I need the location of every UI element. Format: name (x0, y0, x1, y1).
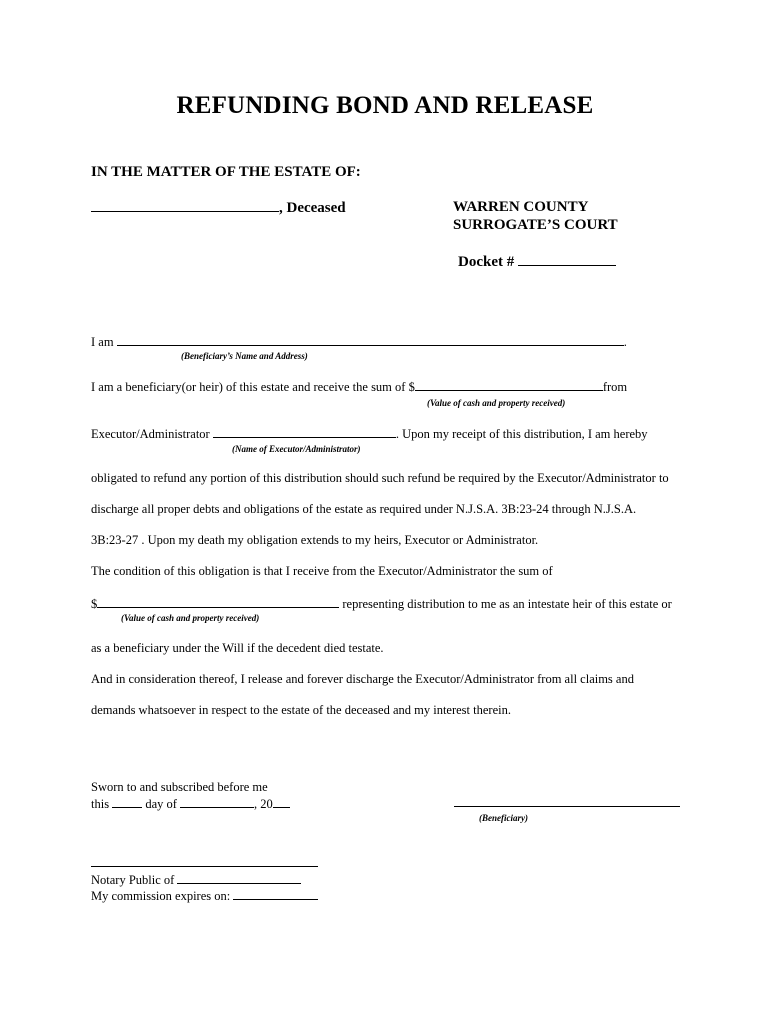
sum-row (91, 378, 627, 395)
value-caption-2: (Value of cash and property received) (121, 613, 260, 623)
notary-row (91, 871, 301, 888)
beneficiary-name-field[interactable] (117, 333, 624, 346)
deceased-row (91, 199, 346, 217)
executor-name-field[interactable] (213, 425, 396, 438)
year-label: , 20 (254, 797, 273, 811)
docket-field[interactable] (518, 253, 616, 266)
beneficiary-signature-caption: (Beneficiary) (479, 813, 528, 823)
document-title: REFUNDING BOND AND RELEASE (176, 92, 594, 119)
court-label: SURROGATE’S COURT (453, 217, 618, 233)
date-row (91, 795, 290, 812)
this-label: this (91, 797, 110, 811)
distribution-amount-field[interactable] (97, 595, 339, 608)
beneficiary-signature-line[interactable] (454, 806, 680, 807)
paragraph-2: discharge all proper debts and obligations of the estate as required under N.J.S.A. 3B:23-24 through N.J.S.A. (91, 502, 637, 516)
executor-suffix: . Upon my receipt of this distribution, I am hereby (395, 427, 648, 441)
value-caption-1: (Value of cash and property received) (427, 398, 566, 408)
commission-row (91, 887, 318, 904)
sum-from-label: from (602, 380, 628, 394)
notary-label: Notary Public of (91, 873, 175, 887)
executor-row (91, 425, 648, 442)
notary-signature-line[interactable] (91, 866, 318, 867)
distribution-row (91, 595, 672, 612)
sum-field[interactable] (415, 378, 603, 391)
sworn-line: Sworn to and subscribed before me (91, 780, 268, 794)
year-field[interactable] (273, 795, 290, 808)
month-field[interactable] (180, 795, 254, 808)
executor-label: Executor/Administrator (91, 427, 210, 441)
commission-label: My commission expires on: (91, 889, 231, 903)
docket-label: Docket # (458, 254, 515, 270)
day-field[interactable] (112, 795, 142, 808)
deceased-label: , Deceased (279, 200, 346, 216)
paragraph-7: demands whatsoever in respect to the estate of the deceased and my interest therein. (91, 703, 511, 717)
docket-row (458, 253, 616, 271)
paragraph-3: 3B:23-27 . Upon my death my obligation extends to my heirs, Executor or Administrator. (91, 533, 539, 547)
notary-state-field[interactable] (177, 871, 301, 884)
deceased-name-field[interactable] (91, 199, 279, 212)
sum-label: I am a beneficiary(or heir) of this estate and receive the sum of $ (91, 380, 415, 394)
beneficiary-name-caption: (Beneficiary’s Name and Address) (181, 351, 308, 361)
paragraph-6: And in consideration thereof, I release and forever discharge the Executor/Administrator from all claims and (91, 672, 634, 686)
distribution-suffix: representing distribution to me as an intestate heir of this estate or (342, 597, 672, 611)
day-of-label: day of (145, 797, 177, 811)
county-label: WARREN COUNTY (453, 199, 589, 215)
paragraph-5: as a beneficiary under the Will if the decedent died testate. (91, 641, 384, 655)
executor-caption: (Name of Executor/Administrator) (232, 444, 361, 454)
paragraph-4: The condition of this obligation is that I receive from the Executor/Administrator the sum of (91, 564, 553, 578)
commission-date-field[interactable] (233, 887, 318, 900)
i-am-period: . (623, 335, 627, 349)
matter-heading: IN THE MATTER OF THE ESTATE OF: (91, 164, 361, 180)
paragraph-1: obligated to refund any portion of this distribution should such refund be required by the Executor/Administrator to (91, 471, 669, 485)
i-am-label: I am (91, 335, 114, 349)
i-am-row (91, 333, 627, 350)
dollar-sign: $ (91, 597, 98, 611)
